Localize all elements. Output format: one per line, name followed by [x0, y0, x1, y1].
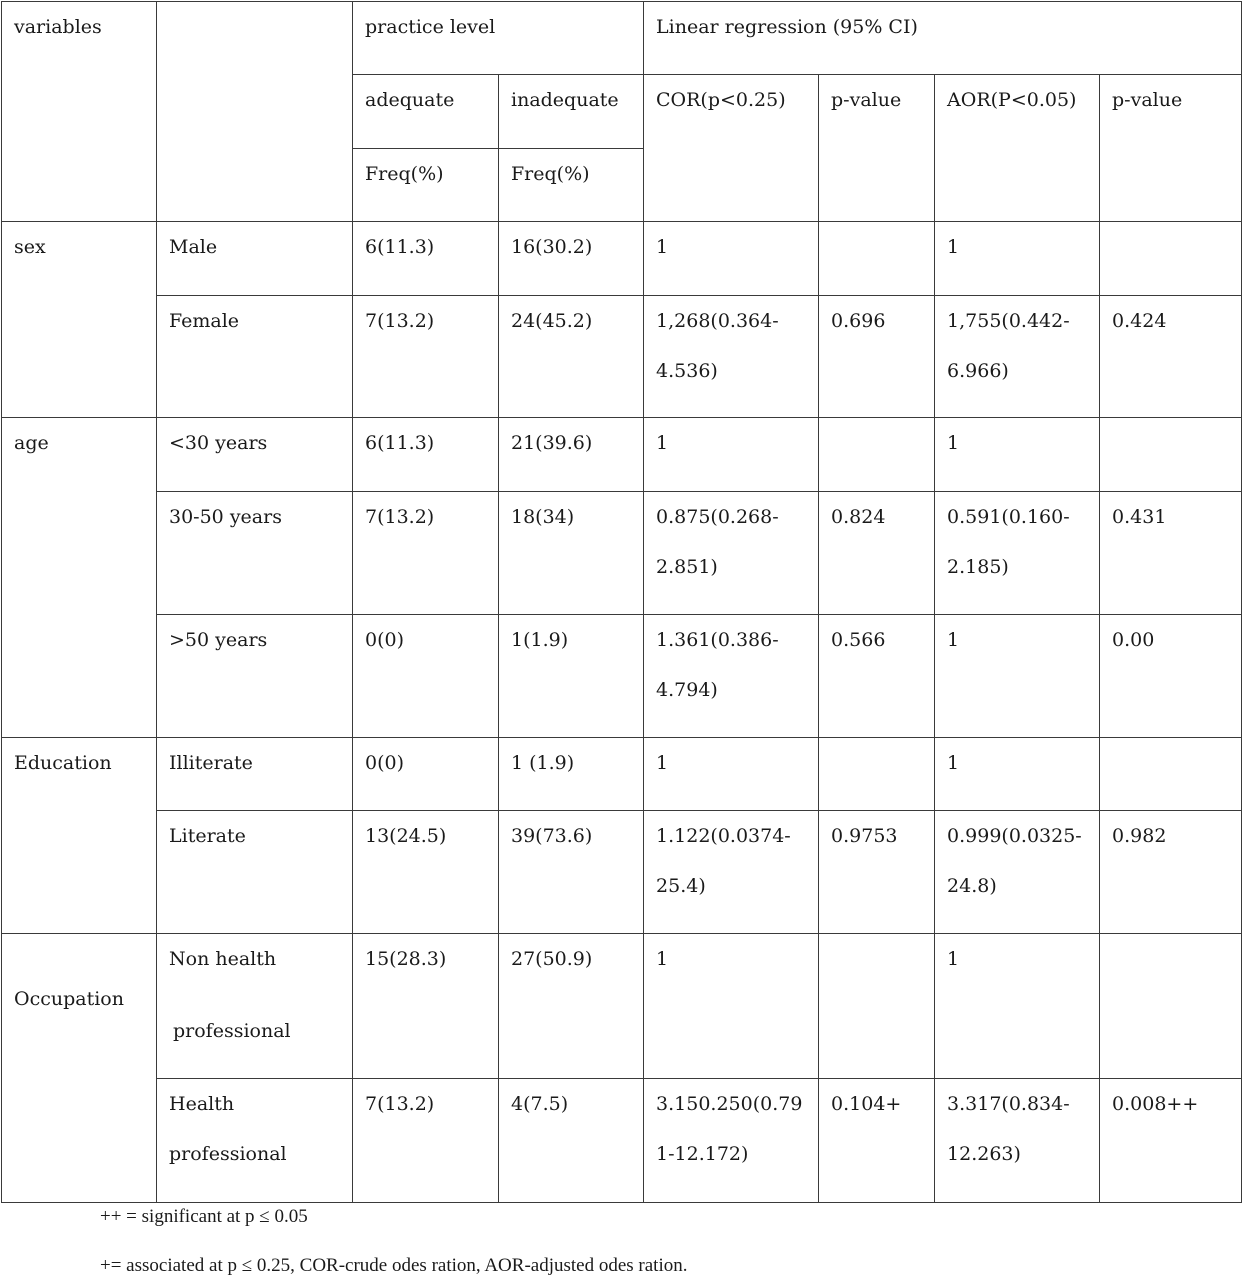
cell-adequate: 6(11.3)	[353, 222, 499, 296]
cell-aor-p	[1100, 934, 1242, 1079]
cell-aor-line: 1,755(0.442-	[947, 310, 1070, 332]
table-row	[2, 1079, 1242, 1203]
cell-aor: 1	[935, 418, 1100, 492]
header-variables: variables	[2, 2, 157, 222]
cell-cor-p: 0.566	[819, 615, 935, 738]
row-label: 30-50 years	[157, 492, 353, 615]
group-occupation	[2, 934, 157, 1203]
table-row	[2, 492, 1242, 615]
cell-cor: 1	[644, 418, 819, 492]
cell-cor-p: 0.9753	[819, 811, 935, 934]
cell-inadequate: 24(45.2)	[499, 296, 644, 418]
cell-inadequate: 39(73.6)	[499, 811, 644, 934]
cell-adequate: 15(28.3)	[353, 934, 499, 1079]
footnote-significant: ++ = significant at p ≤ 0.05	[100, 1206, 308, 1227]
table-row	[2, 222, 1242, 296]
cell-aor	[935, 492, 1100, 615]
cell-aor: 1	[935, 934, 1100, 1079]
row-label: Male	[157, 222, 353, 296]
cell-adequate: 0(0)	[353, 615, 499, 738]
cell-adequate: 7(13.2)	[353, 1079, 499, 1203]
cell-adequate: 7(13.2)	[353, 296, 499, 418]
cell-cor-line: 4.794)	[656, 679, 718, 701]
cell-inadequate: 16(30.2)	[499, 222, 644, 296]
header-aor-p-value: p-value	[1100, 75, 1242, 222]
header-freq-inadequate: Freq(%)	[499, 149, 644, 222]
cell-cor-p: 0.824	[819, 492, 935, 615]
cell-aor-line: 24.8)	[947, 875, 997, 897]
cell-aor-p: 0.431	[1100, 492, 1242, 615]
header-aor: AOR(P<0.05)	[935, 75, 1100, 222]
cell-cor	[644, 811, 819, 934]
cell-inadequate: 21(39.6)	[499, 418, 644, 492]
cell-cor-line: 3.150.250(0.79	[656, 1093, 803, 1115]
footnote-associated: += associated at p ≤ 0.25, COR-crude odes ration, AOR-adjusted odes ration.	[100, 1255, 688, 1276]
group-occupation-label: Occupation	[14, 988, 124, 1010]
header-adequate: adequate	[353, 75, 499, 149]
cell-aor	[935, 296, 1100, 418]
header-cor: COR(p<0.25)	[644, 75, 819, 222]
cell-aor: 1	[935, 615, 1100, 738]
cell-cor-line: 1.122(0.0374-	[656, 825, 791, 847]
cell-inadequate: 1(1.9)	[499, 615, 644, 738]
row-label	[157, 1079, 353, 1203]
cell-adequate: 13(24.5)	[353, 811, 499, 934]
table-row	[2, 738, 1242, 811]
cell-aor: 1	[935, 222, 1100, 296]
cell-cor	[644, 296, 819, 418]
table-row	[2, 418, 1242, 492]
cell-aor	[935, 1079, 1100, 1203]
row-label: Female	[157, 296, 353, 418]
row-label-line: professional	[173, 1020, 291, 1042]
group-education: Education	[2, 738, 157, 934]
group-age: age	[2, 418, 157, 738]
cell-inadequate: 18(34)	[499, 492, 644, 615]
cell-aor-p	[1100, 418, 1242, 492]
cell-aor-p	[1100, 222, 1242, 296]
cell-inadequate: 4(7.5)	[499, 1079, 644, 1203]
row-label: >50 years	[157, 615, 353, 738]
header-blank	[157, 2, 353, 222]
cell-cor	[644, 615, 819, 738]
table-row	[2, 934, 1242, 1079]
cell-cor-p	[819, 738, 935, 811]
cell-aor-line: 6.966)	[947, 360, 1009, 382]
group-sex: sex	[2, 222, 157, 418]
cell-adequate: 6(11.3)	[353, 418, 499, 492]
table-row	[2, 296, 1242, 418]
cell-aor-line: 0.999(0.0325-	[947, 825, 1082, 847]
cell-aor-line: 3.317(0.834-	[947, 1093, 1070, 1115]
cell-cor: 1	[644, 222, 819, 296]
cell-cor	[644, 1079, 819, 1203]
cell-cor-p: 0.696	[819, 296, 935, 418]
cell-inadequate: 1 (1.9)	[499, 738, 644, 811]
cell-aor-line: 0.591(0.160-	[947, 506, 1070, 528]
cell-cor-p	[819, 222, 935, 296]
header-inadequate: inadequate	[499, 75, 644, 149]
cell-cor: 1	[644, 934, 819, 1079]
cell-adequate: 0(0)	[353, 738, 499, 811]
cell-cor: 1	[644, 738, 819, 811]
cell-aor-p	[1100, 738, 1242, 811]
cell-cor-line: 25.4)	[656, 875, 706, 897]
header-freq-adequate: Freq(%)	[353, 149, 499, 222]
row-label-line: professional	[169, 1143, 287, 1165]
header-practice-level: practice level	[353, 2, 644, 75]
cell-aor-line: 2.185)	[947, 556, 1009, 578]
row-label: Literate	[157, 811, 353, 934]
cell-aor-p: 0.00	[1100, 615, 1242, 738]
cell-cor-line: 1.361(0.386-	[656, 629, 779, 651]
cell-aor-p: 0.008++	[1100, 1079, 1242, 1203]
table-row	[2, 811, 1242, 934]
row-label	[157, 934, 353, 1079]
cell-aor	[935, 811, 1100, 934]
cell-cor-p: 0.104+	[819, 1079, 935, 1203]
cell-cor-line: 1,268(0.364-	[656, 310, 779, 332]
cell-cor-line: 0.875(0.268-	[656, 506, 779, 528]
cell-cor-line: 2.851)	[656, 556, 718, 578]
cell-aor: 1	[935, 738, 1100, 811]
cell-cor-p	[819, 934, 935, 1079]
row-label: <30 years	[157, 418, 353, 492]
cell-aor-p: 0.424	[1100, 296, 1242, 418]
cell-inadequate: 27(50.9)	[499, 934, 644, 1079]
cell-cor-p	[819, 418, 935, 492]
row-label-line: Health	[169, 1093, 235, 1115]
cell-adequate: 7(13.2)	[353, 492, 499, 615]
cell-cor-line: 1-12.172)	[656, 1143, 749, 1165]
row-label: Illiterate	[157, 738, 353, 811]
table-row	[2, 615, 1242, 738]
results-table	[1, 1, 1242, 1203]
cell-aor-line: 12.263)	[947, 1143, 1021, 1165]
header-linear-regression: Linear regression (95% CI)	[644, 2, 1242, 75]
cell-aor-p: 0.982	[1100, 811, 1242, 934]
cell-cor-line: 4.536)	[656, 360, 718, 382]
cell-cor	[644, 492, 819, 615]
header-cor-p-value: p-value	[819, 75, 935, 222]
row-label-line: Non health	[169, 948, 277, 970]
